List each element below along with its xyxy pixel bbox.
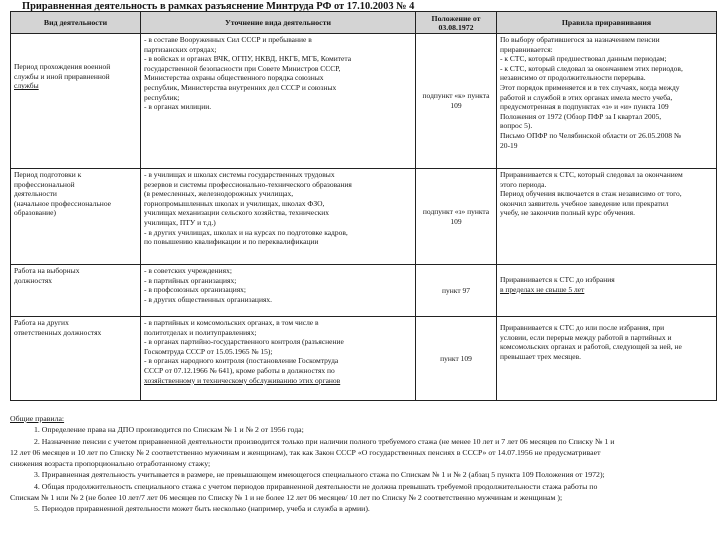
header-activity-details: Уточнение вида деятельности bbox=[141, 12, 416, 34]
text-line: образование) bbox=[14, 208, 56, 218]
activity-details-cell bbox=[141, 317, 416, 401]
general-rule-line: снижения возраста пропорционально отработанному стажу; bbox=[10, 459, 211, 469]
text-line: (в ремесленных, железнодорожных училищах, bbox=[144, 189, 294, 199]
text-line: 20-19 bbox=[500, 140, 518, 150]
text-line: Приравнивается к СТС, который следовал за окончанием bbox=[500, 170, 683, 179]
text-line: - в профсоюзных организациях; bbox=[144, 285, 247, 295]
text-line: Положения от 1972 (Обзор ПФР за I квартал 2005, bbox=[500, 111, 662, 121]
text-line: Период обучения включается в стаж независимо от того, bbox=[500, 189, 682, 199]
header-activity-type: Вид деятельности bbox=[11, 12, 141, 34]
text-line: должностях bbox=[14, 275, 53, 285]
text-line: деятельности bbox=[14, 189, 57, 199]
regulation-cell: пункт 97 bbox=[416, 265, 497, 317]
text-line: училищах механизации сельского хозяйства, технических bbox=[144, 208, 330, 218]
general-rule-line: 4. Общая продолжительность специального стажа с учетом периодов приравненной деятельности не должна превышать требуемой продолжительности стажа работы по bbox=[34, 481, 598, 491]
text-line: республик; bbox=[144, 92, 180, 102]
text-line: - к СТС, который предшествовал данным периодам; bbox=[500, 54, 667, 64]
text-line: профессиональной bbox=[14, 179, 75, 189]
activity-type-cell bbox=[11, 34, 141, 169]
header-equivalence-rules: Правила приравнивания bbox=[497, 12, 717, 34]
text-line: Период прохождения военной bbox=[14, 62, 111, 71]
text-line: Письмо ОПФР по Челябинской области от 26.05.2008 № bbox=[500, 130, 681, 140]
text-line: независимо от продолжительности перерыва. bbox=[500, 73, 646, 83]
table-row bbox=[11, 317, 717, 401]
text-line: республик, Министерства внутренних дел СССР и союзных bbox=[144, 82, 337, 92]
text-line: Этот порядок применяется и в тех случаях, когда между bbox=[500, 82, 680, 92]
document-title: Приравненная деятельность в рамках разъяснение Минтруда РФ от 17.10.2003 № 4 bbox=[22, 1, 415, 12]
activity-type-cell bbox=[11, 169, 141, 265]
activity-details-cell bbox=[141, 169, 416, 265]
text-line: - в училищах и школах системы государственных трудовых bbox=[144, 170, 335, 179]
equivalence-rules-cell bbox=[497, 169, 717, 265]
text-line: резервов и системы профессионально-технического образования bbox=[144, 179, 352, 189]
activity-type-cell bbox=[11, 265, 141, 317]
text-line: Период подготовки к bbox=[14, 170, 82, 179]
activity-details-cell bbox=[141, 265, 416, 317]
text-line: комсомольских органах и работой, следующей за ней, не bbox=[500, 342, 682, 352]
text-line: хозяйственному и техническому обслуживанию этих органов bbox=[144, 375, 341, 385]
text-line: этого периода. bbox=[500, 179, 547, 189]
text-line: Работа на выборных bbox=[14, 266, 80, 275]
text-line: (начальное профессиональное bbox=[14, 198, 111, 208]
activity-type-cell bbox=[11, 317, 141, 401]
text-line: - в советских учреждениях; bbox=[144, 266, 232, 275]
text-line: - в партийных и комсомольских органах, в том числе в bbox=[144, 318, 319, 327]
text-line: Приравнивается к СТС до избрания bbox=[500, 275, 615, 284]
table-row bbox=[11, 34, 717, 169]
equivalence-rules-cell bbox=[497, 265, 717, 317]
general-rules bbox=[10, 413, 716, 515]
text-line: службы bbox=[14, 81, 39, 91]
regulation-cell: подпункт «з» пункта 109 bbox=[416, 169, 497, 265]
text-line: Приравнивается к СТС до или после избрания, при bbox=[500, 323, 665, 332]
text-line: условии, если перерыв между работой в партийных и bbox=[500, 332, 672, 342]
text-line: окончил заявитель учебное заведение или прекратил bbox=[500, 198, 669, 208]
general-rule-line: Спискам № 1 или № 2 (не более 10 лет/7 лет 06 месяцев по Списку № 1 и не более 12 лет 06 месяцев/ 10 лет по Списку № 2 соответственно мужчинам и женщинам ); bbox=[10, 493, 563, 503]
text-line: Работа на других bbox=[14, 318, 69, 327]
text-line: - в других общественных организациях. bbox=[144, 294, 273, 304]
regulation-cell: подпункт «к» пункта 109 bbox=[416, 34, 497, 169]
text-line: По выбору обратившегося за назначением пенсии bbox=[500, 35, 660, 44]
text-line: партизанских отрядах; bbox=[144, 44, 217, 54]
general-rule-line: 1. Определение права на ДПО производится по Спискам № 1 и № 2 от 1956 года; bbox=[34, 425, 304, 435]
text-line: в пределах не свыше 5 лет bbox=[500, 284, 585, 294]
regulation-cell: пункт 109 bbox=[416, 317, 497, 401]
text-line: службы и иной приравненной bbox=[14, 71, 110, 81]
general-rules-title: Общие правила: bbox=[10, 414, 65, 423]
text-line: учебу, не закончив полный курс обучения. bbox=[500, 208, 635, 218]
text-line: - в органах милиции. bbox=[144, 102, 212, 112]
general-rule-line: 12 лет 06 месяцев и 10 лет по Списку № 2 соответственно мужчинам и женщинам), так как Закон СССР «О государственных пенсиях в СССР» от 14.07.1956 не предусматривает bbox=[10, 447, 601, 457]
text-line: училищах, ПТУ и т.д.) bbox=[144, 217, 216, 227]
equivalence-table bbox=[10, 11, 717, 401]
text-line: предусмотренная в подпунктах «з» и «и» пункта 109 bbox=[500, 102, 669, 112]
text-line: Министерства охраны общественного порядка союзных bbox=[144, 73, 324, 83]
text-line: - в других училищах, школах и на курсах по подготовке кадров, bbox=[144, 227, 348, 237]
text-line: Госкомтруда СССР от 15.05.1965 № 15); bbox=[144, 346, 273, 356]
text-line: приравнивается: bbox=[500, 44, 553, 54]
text-line: - к СТС, который следовал за окончанием этих периодов, bbox=[500, 63, 683, 73]
table-row bbox=[11, 169, 717, 265]
equivalence-rules-cell bbox=[497, 317, 717, 401]
text-line: - в органах народного контроля (постановление Госкомтруда bbox=[144, 356, 339, 366]
text-line: ответственных должностях bbox=[14, 327, 102, 337]
text-line: государственной безопасности при Совете Министров СССР, bbox=[144, 63, 341, 73]
general-rule-line: 5. Периодов приравненной деятельности может быть несколько (например, учеба и служба в армии). bbox=[34, 504, 370, 514]
activity-details-cell bbox=[141, 34, 416, 169]
table-header-row bbox=[11, 12, 717, 34]
text-line: превышает трех месяцев. bbox=[500, 351, 582, 361]
text-line: СССР от 07.12.1966 № 641), кроме работы в должностях по bbox=[144, 365, 335, 375]
general-rule-line: 3. Приравненная деятельность учитывается в размере, не превышающем имеющегося специального стажа по Спискам № 1 и № 2 (абзац 5 пункта 109 Положения от 1972); bbox=[34, 470, 605, 480]
equivalence-rules-cell bbox=[497, 34, 717, 169]
text-line: - в составе Вооруженных Сил СССР и пребывание в bbox=[144, 35, 312, 44]
text-line: - в войсках и органах ВЧК, ОГПУ, НКВД, НКГБ, МГБ, Комитета bbox=[144, 54, 352, 64]
text-line: - в органах партийно-государственного контроля (разъяснение bbox=[144, 337, 344, 347]
table-row bbox=[11, 265, 717, 317]
text-line: - в партийных организациях; bbox=[144, 275, 237, 285]
text-line: по повышению квалификации и по переквалификации bbox=[144, 237, 319, 247]
text-line: работой и службой в этих органах имела место учеба, bbox=[500, 92, 673, 102]
header-regulation: Положение от 03.08.1972 bbox=[416, 12, 497, 34]
text-line: политотделах и политуправлениях; bbox=[144, 327, 257, 337]
text-line: вопрос 5). bbox=[500, 121, 533, 131]
text-line: горнопромышленных школах и училищах, школах ФЗО, bbox=[144, 198, 325, 208]
general-rule-line: 2. Назначение пенсии с учетом приравненной деятельности производится только при наличии полного требуемого стажа (не менее 10 лет и 7 лет 06 месяцев по Списку № 1 и bbox=[34, 436, 615, 446]
